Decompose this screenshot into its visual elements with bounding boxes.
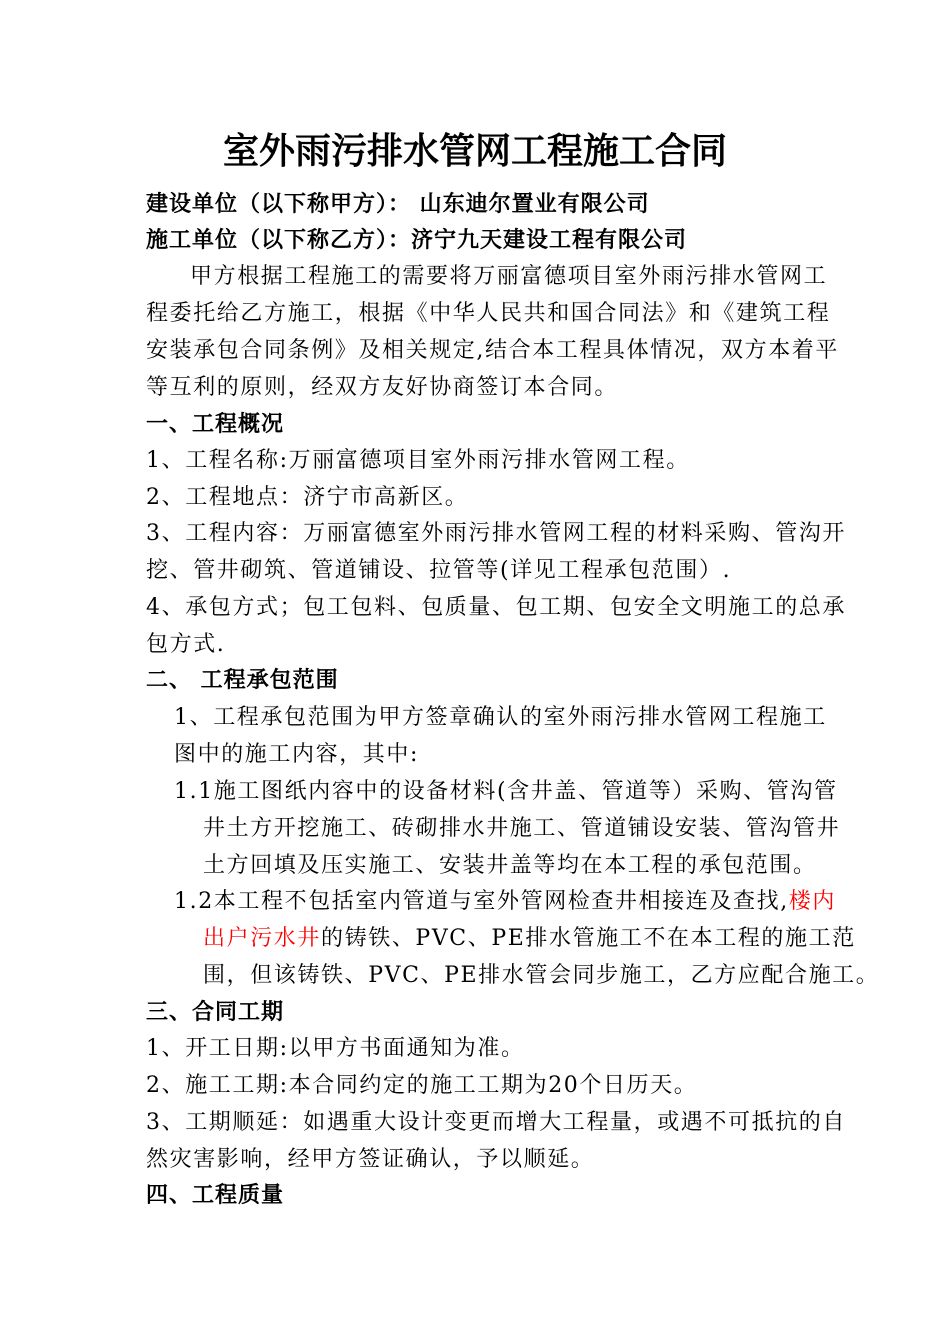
clause-line: 1.1施工图纸内容中的设备材料(含井盖、管道等）采购、管沟管 — [174, 779, 838, 804]
clause-line: 1、工程名称:万丽富德项目室外雨污排水管网工程。 — [146, 448, 690, 473]
clause-line: 3、工程内容：万丽富德室外雨污排水管网工程的材料采购、管沟开 — [146, 521, 846, 546]
clause-line: 井土方开挖施工、砖砌排水井施工、管道铺设安装、管沟管井 — [203, 816, 841, 841]
document-title: 室外雨污排水管网工程施工合同 — [222, 131, 727, 172]
clause-line: 2、施工工期:本合同约定的施工工期为20个日历天。 — [146, 1073, 698, 1098]
preamble-line: 安装承包合同条例》及相关规定,结合本工程具体情况，双方本着平 — [146, 338, 839, 363]
clause-line: 然灾害影响，经甲方签证确认，予以顺延。 — [146, 1147, 595, 1172]
section-heading: 三、合同工期 — [146, 1000, 285, 1025]
clause-line: 包方式. — [146, 632, 226, 657]
clause-line: 挖、管井砌筑、管道铺设、拉管等(详见工程承包范围）. — [146, 558, 732, 583]
section-heading: 二、 工程承包范围 — [146, 668, 339, 693]
clause-line: 土方回填及压实施工、安装井盖等均在本工程的承包范围。 — [203, 853, 817, 878]
clause-line: 3、工期顺延：如遇重大设计变更而增大工程量，或遇不可抵抗的自 — [146, 1110, 846, 1135]
highlighted-text: 出户污水井 — [203, 926, 322, 951]
clause-line: 围，但该铸铁、PVC、PE排水管会同步施工，乙方应配合施工。 — [203, 963, 880, 988]
clause-line: 1、开工日期:以甲方书面通知为准。 — [146, 1036, 525, 1061]
preamble-line: 等互利的原则，经双方友好协商签订本合同。 — [146, 375, 619, 400]
clause-line: 1、工程承包范围为甲方签章确认的室外雨污排水管网工程施工 — [174, 705, 827, 730]
clause-line: 4、承包方式；包工包料、包质量、包工期、包安全文明施工的总承 — [146, 595, 846, 620]
section-heading: 一、工程概况 — [146, 412, 285, 437]
section-heading: 四、工程质量 — [146, 1183, 285, 1208]
clause-line — [174, 883, 836, 920]
party-a: 建设单位（以下称甲方）： 山东迪尔置业有限公司 — [146, 192, 650, 217]
clause-text: 1.2本工程不包括室内管道与室外管网检查井相接连及查找, — [174, 889, 789, 914]
clause-text: 的铸铁、PVC、PE排水管施工不在本工程的施工范 — [321, 926, 856, 951]
party-b: 施工单位（以下称乙方）：济宁九天建设工程有限公司 — [146, 228, 688, 253]
clause-line: 图中的施工内容，其中: — [174, 742, 420, 767]
clause-line: 2、工程地点：济宁市高新区。 — [146, 485, 469, 510]
preamble-line: 程委托给乙方施工，根据《中华人民共和国合同法》和《建筑工程 — [146, 301, 831, 326]
highlighted-text: 楼内 — [788, 889, 836, 914]
clause-line — [203, 920, 856, 957]
preamble-line: 甲方根据工程施工的需要将万丽富德项目室外雨污排水管网工 — [190, 264, 828, 289]
